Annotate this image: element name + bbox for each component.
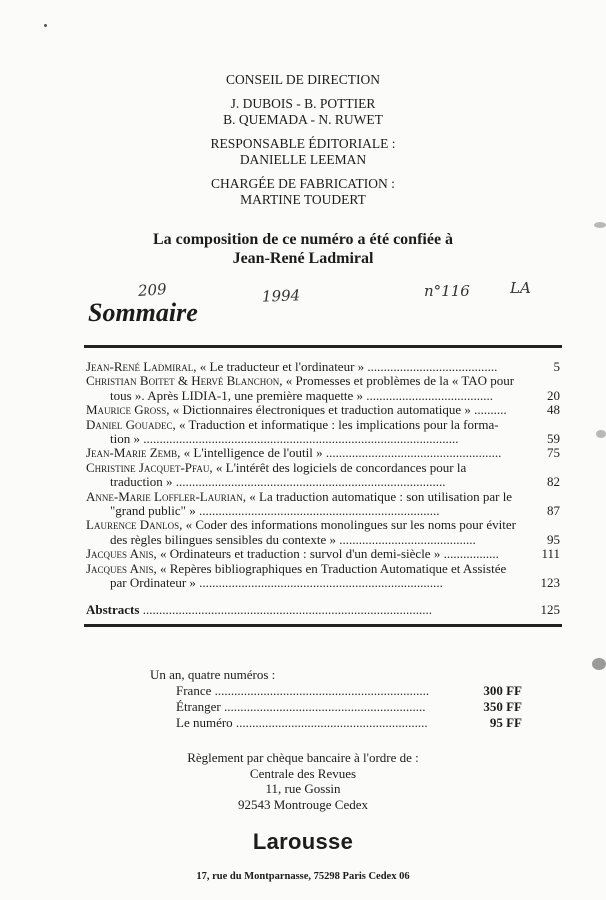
- toc-title: , « Promesses et problèmes de la « TAO pour: [279, 373, 515, 389]
- subscription-block: [150, 667, 522, 731]
- toc-entry: [86, 562, 560, 591]
- directors-line: B. QUEMADA - N. RUWET: [223, 112, 383, 127]
- toc-page: 75: [547, 445, 560, 461]
- abstracts-page: 125: [540, 601, 560, 617]
- edge-smudge: [594, 222, 606, 228]
- toc-title-cont: traduction » ...................................................................................: [110, 474, 446, 490]
- price-label: Étranger: [176, 699, 221, 714]
- publisher-address: 17, rue du Montparnasse, 75298 Paris Cedex 06: [196, 871, 410, 882]
- toc-title: , « Ordinateurs et traduction : survol d'un demi-siècle » .................: [153, 546, 499, 562]
- toc-page: 5: [553, 359, 560, 374]
- toc-author: Christine Jacquet-Pfau: [86, 459, 210, 475]
- handwritten-note: 1994: [261, 286, 301, 306]
- edge-smudge: [592, 658, 606, 670]
- toc-title-cont: par Ordinateur » ...........................................................................: [110, 575, 443, 591]
- toc-title: , « Le traducteur et l'ordinateur » ........................................: [193, 359, 498, 374]
- price-label: Le numéro: [176, 715, 233, 730]
- toc-entry: [86, 403, 560, 417]
- toc-entry: [86, 374, 560, 403]
- toc-page: 95: [547, 531, 560, 547]
- abstracts-label: Abstracts: [86, 601, 140, 617]
- top-rule: [84, 345, 562, 348]
- fabrication-label: CHARGÉE DE FABRICATION :: [211, 176, 395, 191]
- toc-page: 111: [541, 546, 560, 562]
- toc-page: 20: [547, 387, 560, 403]
- price-row: [150, 699, 522, 715]
- bottom-rule: [84, 624, 562, 627]
- publisher-logo: Larousse: [252, 829, 354, 854]
- price-dots: ...........................................................: [232, 715, 428, 730]
- price-label: France: [176, 683, 212, 698]
- fabrication-name: MARTINE TOUDERT: [240, 192, 366, 207]
- price-value: 95 FF: [489, 715, 522, 730]
- price-row: [150, 683, 522, 699]
- toc-title: , « L'intelligence de l'outil » ......................................................: [177, 445, 502, 461]
- composition-line: La composition de ce numéro a été confiée à: [152, 231, 454, 248]
- toc-author: Jacques Anis: [86, 546, 154, 562]
- payment-line: Centrale des Revues: [249, 765, 357, 781]
- toc-entry: [86, 360, 560, 374]
- abstracts-dots: .........................................................................................: [139, 601, 432, 617]
- directors-line: J. DUBOIS - B. POTTIER: [230, 96, 376, 111]
- toc-entry: [86, 518, 560, 547]
- toc-author: Christian Boitet & Hervé Blanchon: [86, 373, 280, 389]
- payment-line: Règlement par chèque bancaire à l'ordre de :: [187, 750, 419, 765]
- price-row: [150, 715, 522, 731]
- toc-entry: [86, 446, 560, 460]
- price-dots: ..............................................................: [220, 699, 426, 714]
- composition-note: [0, 230, 606, 268]
- toc-author: Jacques Anis: [86, 560, 154, 576]
- price-dots: ..................................................................: [211, 683, 430, 698]
- toc-page: 59: [547, 431, 560, 447]
- toc-abstracts: [86, 603, 560, 617]
- toc-title-cont: "grand public" » ..........................................................................: [110, 503, 440, 519]
- table-of-contents: [86, 360, 560, 617]
- toc-title: , « Coder des informations monolingues sur les noms pour éviter: [179, 517, 516, 533]
- toc-title: , « Repères bibliographiques en Traduction Automatique et Assistée: [153, 560, 507, 576]
- toc-entry: [86, 418, 560, 447]
- toc-page: 123: [540, 575, 560, 591]
- handwritten-note: n°116: [424, 282, 470, 300]
- toc-entry: [86, 490, 560, 519]
- toc-author: Maurice Gross: [86, 402, 167, 418]
- price-value: 300 FF: [483, 683, 522, 698]
- editor-label: RESPONSABLE ÉDITORIALE :: [210, 136, 396, 151]
- editor-name: DANIELLE LEEMAN: [239, 152, 367, 167]
- editorial-board: [0, 72, 606, 208]
- toc-author: Laurence Danlos: [86, 517, 180, 533]
- price-value: 350 FF: [483, 699, 522, 714]
- toc-author: Jean-René Ladmiral: [86, 359, 194, 374]
- toc-title: , « L'intérêt des logiciels de concordances pour la: [209, 459, 467, 475]
- toc-title: , « La traduction automatique : son utilisation par le: [242, 488, 513, 504]
- payment-line: 92543 Montrouge Cedex: [238, 796, 368, 812]
- toc-title: , « Traduction et informatique : les implications pour la forma-: [172, 416, 499, 432]
- handwritten-note: 209: [137, 280, 168, 300]
- toc-author: Daniel Gouadec: [86, 416, 173, 432]
- payment-block: [0, 750, 606, 812]
- toc-page: 48: [547, 402, 560, 418]
- toc-title-cont: tion » .................................................................................................: [110, 431, 459, 447]
- page-title: Sommaire: [88, 298, 198, 327]
- paper-speck: [44, 24, 47, 27]
- subscription-heading: Un an, quatre numéros :: [150, 667, 276, 682]
- toc-page: 82: [547, 474, 560, 490]
- toc-title-cont: des règles bilingues sensibles du contexte » ..........................................: [110, 531, 476, 547]
- composition-editor: Jean-René Ladmiral: [232, 250, 374, 267]
- toc-title-cont: tous ». Après LIDIA-1, une première maquette » .......................................: [110, 387, 494, 403]
- toc-entry: [86, 547, 560, 561]
- board-heading: CONSEIL DE DIRECTION: [226, 72, 380, 87]
- toc-entry: [86, 461, 560, 490]
- payment-line: 11, rue Gossin: [265, 781, 341, 796]
- toc-author: Anne-Marie Loffler-Laurian: [86, 488, 243, 504]
- toc-page: 87: [547, 503, 560, 519]
- edge-smudge: [596, 430, 606, 438]
- toc-author: Jean-Marie Zemb: [86, 445, 178, 461]
- toc-title: , « Dictionnaires électroniques et traduction automatique » ..........: [166, 402, 507, 418]
- handwritten-note: LA: [510, 279, 531, 297]
